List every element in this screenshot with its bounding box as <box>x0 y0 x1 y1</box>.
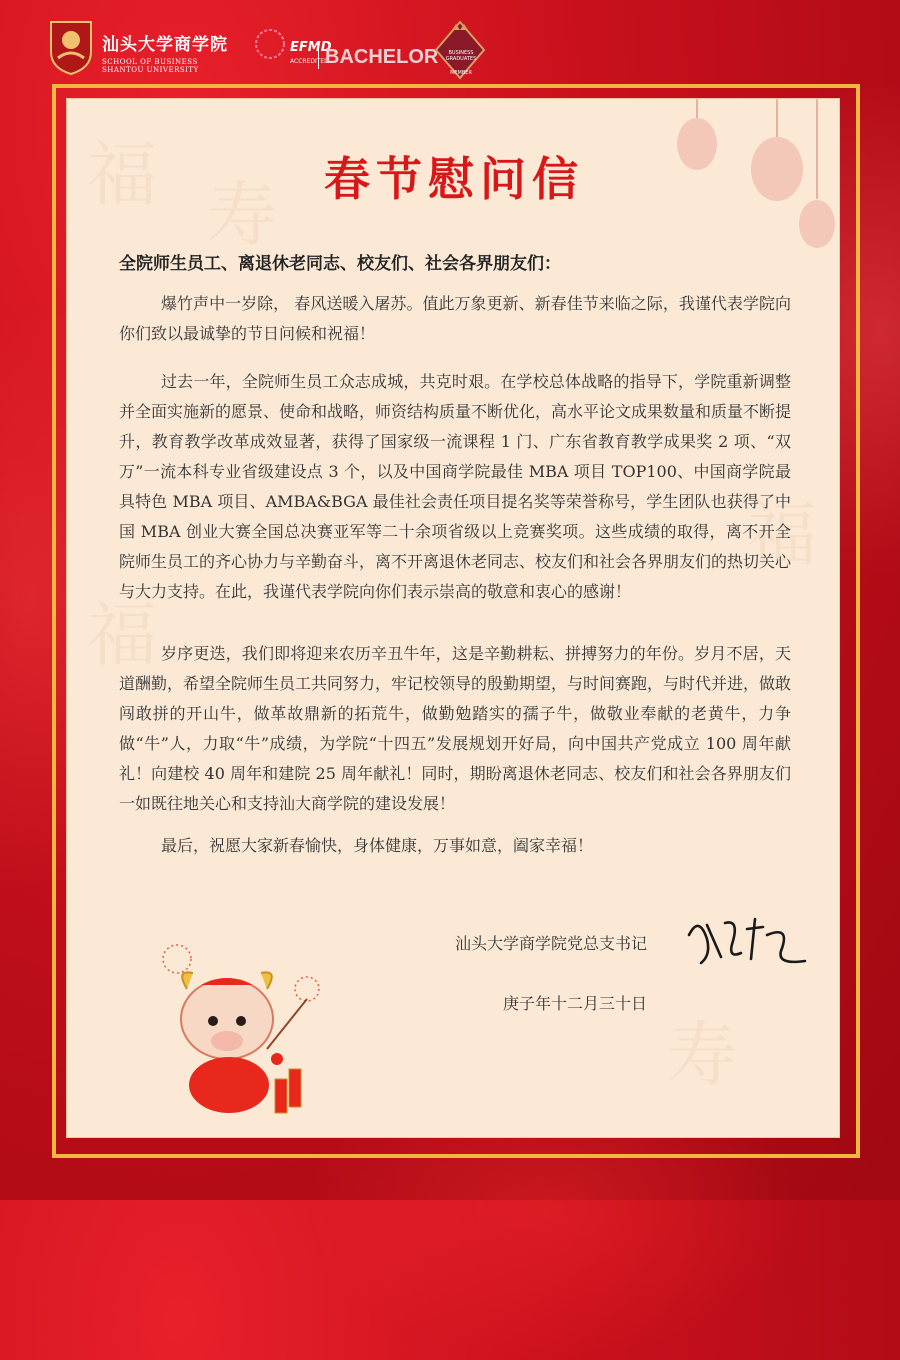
letter-paragraph: 最后，祝愿大家新春愉快，身体健康，万事如意，阖家幸福！ <box>161 836 594 855</box>
background-glyph: 福 <box>747 494 817 576</box>
letter-paragraph: 过去一年，全院师生员工众志成城，共克时艰。在学校总体战略的指导下，学院重新调整并全面实施新的愿景、使命和战略，师资结构质量不断优化，高水平论文成果数量和质量不断提升，教育教学改革成效显著，获得了国家级一流课程 1 门、广东省教育教学成果奖 2 项、“双万”一流本科专业省级建设点 3 个，以及中国商学院最佳 MBA 项目 TOP100、中国商学院最具特色 MBA 项目、AMBA&BGA 最佳社会责任项目提名奖等荣誉称号，学生团队也获得了中国 MBA 创业大赛全国总决赛亚军等二十余项省级以上竞赛奖项。这些成绩的取得，离不开全院师生员工的齐心协力与辛勤奋斗，离不开离退休老同志、校友们和社会各界朋友们的热切关心与大力支持。在此，我谨代表学院向你们表示崇高的敬意和衷心的感谢！ <box>119 372 792 601</box>
letter-greeting: 全院师生员工、离退休老同志、校友们、社会各界朋友们： <box>119 254 561 274</box>
school-name-en: SCHOOL OF BUSINESS SHANTOU UNIVERSITY <box>102 58 199 74</box>
signer-title: 汕头大学商学院党总支书记 <box>455 934 648 953</box>
letter-paper <box>66 98 840 1138</box>
letter-paragraph: 爆竹声中一岁除， 春风送暖入屠苏。值此万象更新、新春佳节来临之际，我谨代表学院向你们致以最诚挚的节日问候和祝福！ <box>119 294 791 343</box>
background-glyph: 寿 <box>667 1014 737 1096</box>
efmd-label: EFMD <box>290 40 332 55</box>
handwritten-signature-icon <box>681 905 811 975</box>
school-name-cn: 汕头大学商学院 <box>102 35 228 55</box>
ox-mascot-icon <box>137 929 337 1129</box>
letter-paragraph: 岁序更迭，我们即将迎来农历辛丑牛年，这是辛勤耕耘、拼搏努力的年份。岁月不居，天道酬勤，希望全院师生员工共同努力，牢记校领导的殷勤期望，与时间赛跑，与时代并进，做敢闯敢拼的开山牛，做革故鼎新的拓荒牛，做勤勉踏实的孺子牛，做敬业奉献的老黄牛，力争做“牛”人，力取“牛”成绩，为学院“十四五”发展规划开好局，向中国共产党成立 100 周年献礼！向建校 40 周年和建院 25 周年献礼！同时，期盼离退休老同志、校友们和社会各界朋友们一如既往地关心和支持汕大商学院的建设发展！ <box>119 644 792 813</box>
background-glyph: 寿 <box>207 174 277 256</box>
bga-member-label: MEMBER <box>450 70 472 76</box>
efmd-accredited-label: ACCREDITED <box>290 58 329 65</box>
header-logos <box>40 14 500 78</box>
background-glyph: 福 <box>87 594 157 676</box>
bachelor-label: BACHELOR <box>318 46 438 69</box>
school-crest-icon <box>46 18 96 76</box>
bga-label: BUSINESS GRADUATES <box>445 50 477 62</box>
background-glyph: 福 <box>87 134 157 216</box>
page-title: 春节慰问信 <box>324 152 584 206</box>
letter-date: 庚子年十二月三十日 <box>503 994 648 1013</box>
